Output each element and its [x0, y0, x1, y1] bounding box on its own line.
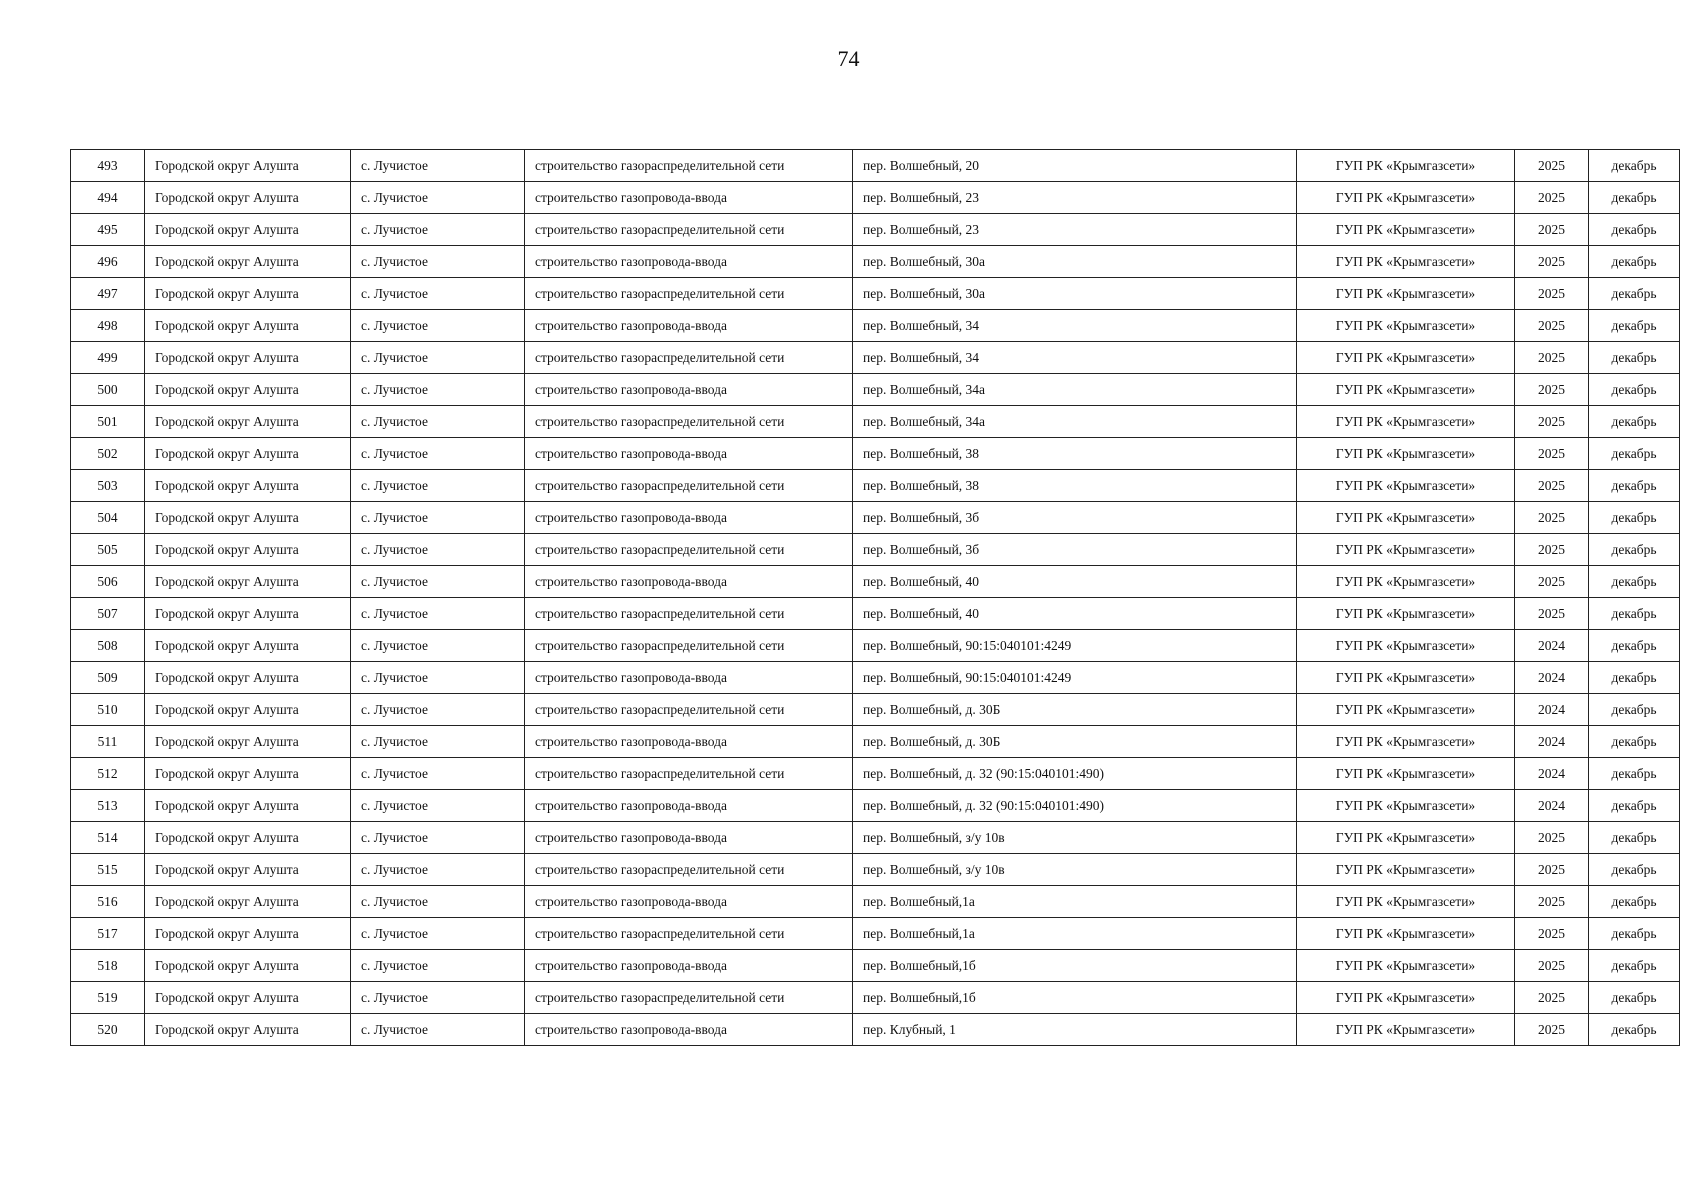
table-row [71, 918, 1680, 950]
locality-cell: с. Лучистое [351, 374, 525, 406]
month-cell: декабрь [1589, 406, 1680, 438]
year-cell: 2025 [1515, 502, 1589, 534]
table-row [71, 342, 1680, 374]
table-row [71, 630, 1680, 662]
address-cell: пер. Волшебный, з/у 10в [853, 822, 1297, 854]
row-number-cell: 501 [71, 406, 145, 438]
address-cell: пер. Волшебный,1б [853, 950, 1297, 982]
table-row [71, 982, 1680, 1014]
row-number-cell: 496 [71, 246, 145, 278]
row-number-cell: 498 [71, 310, 145, 342]
organization-cell: ГУП РК «Крымгазсети» [1297, 726, 1515, 758]
district-cell: Городской округ Алушта [145, 502, 351, 534]
address-cell: пер. Волшебный, 40 [853, 598, 1297, 630]
year-cell: 2025 [1515, 854, 1589, 886]
locality-cell: с. Лучистое [351, 310, 525, 342]
month-cell: декабрь [1589, 982, 1680, 1014]
month-cell: декабрь [1589, 566, 1680, 598]
work-type-cell: строительство газопровода-ввода [525, 438, 853, 470]
month-cell: декабрь [1589, 918, 1680, 950]
work-type-cell: строительство газораспределительной сети [525, 342, 853, 374]
row-number-cell: 503 [71, 470, 145, 502]
locality-cell: с. Лучистое [351, 438, 525, 470]
table-row [71, 854, 1680, 886]
district-cell: Городской округ Алушта [145, 918, 351, 950]
year-cell: 2025 [1515, 246, 1589, 278]
organization-cell: ГУП РК «Крымгазсети» [1297, 822, 1515, 854]
table-body [71, 150, 1680, 1046]
month-cell: декабрь [1589, 1014, 1680, 1046]
district-cell: Городской округ Алушта [145, 182, 351, 214]
locality-cell: с. Лучистое [351, 406, 525, 438]
work-type-cell: строительство газораспределительной сети [525, 630, 853, 662]
table-row [71, 406, 1680, 438]
year-cell: 2025 [1515, 310, 1589, 342]
month-cell: декабрь [1589, 214, 1680, 246]
year-cell: 2025 [1515, 918, 1589, 950]
row-number-cell: 506 [71, 566, 145, 598]
year-cell: 2024 [1515, 662, 1589, 694]
address-cell: пер. Волшебный, д. 32 (90:15:040101:490) [853, 790, 1297, 822]
locality-cell: с. Лучистое [351, 982, 525, 1014]
locality-cell: с. Лучистое [351, 342, 525, 374]
organization-cell: ГУП РК «Крымгазсети» [1297, 406, 1515, 438]
row-number-cell: 510 [71, 694, 145, 726]
table-row [71, 534, 1680, 566]
year-cell: 2025 [1515, 182, 1589, 214]
month-cell: декабрь [1589, 854, 1680, 886]
organization-cell: ГУП РК «Крымгазсети» [1297, 918, 1515, 950]
row-number-cell: 497 [71, 278, 145, 310]
organization-cell: ГУП РК «Крымгазсети» [1297, 854, 1515, 886]
month-cell: декабрь [1589, 950, 1680, 982]
row-number-cell: 509 [71, 662, 145, 694]
month-cell: декабрь [1589, 790, 1680, 822]
year-cell: 2025 [1515, 982, 1589, 1014]
organization-cell: ГУП РК «Крымгазсети» [1297, 502, 1515, 534]
district-cell: Городской округ Алушта [145, 950, 351, 982]
work-type-cell: строительство газораспределительной сети [525, 278, 853, 310]
work-type-cell: строительство газораспределительной сети [525, 758, 853, 790]
address-cell: пер. Волшебный, 40 [853, 566, 1297, 598]
year-cell: 2025 [1515, 342, 1589, 374]
work-type-cell: строительство газораспределительной сети [525, 470, 853, 502]
address-cell: пер. Клубный, 1 [853, 1014, 1297, 1046]
organization-cell: ГУП РК «Крымгазсети» [1297, 438, 1515, 470]
work-type-cell: строительство газораспределительной сети [525, 598, 853, 630]
locality-cell: с. Лучистое [351, 246, 525, 278]
year-cell: 2025 [1515, 1014, 1589, 1046]
address-cell: пер. Волшебный,1б [853, 982, 1297, 1014]
year-cell: 2025 [1515, 886, 1589, 918]
locality-cell: с. Лучистое [351, 726, 525, 758]
year-cell: 2025 [1515, 950, 1589, 982]
district-cell: Городской округ Алушта [145, 726, 351, 758]
work-type-cell: строительство газопровода-ввода [525, 374, 853, 406]
locality-cell: с. Лучистое [351, 278, 525, 310]
district-cell: Городской округ Алушта [145, 278, 351, 310]
district-cell: Городской округ Алушта [145, 758, 351, 790]
work-type-cell: строительство газопровода-ввода [525, 822, 853, 854]
row-number-cell: 505 [71, 534, 145, 566]
row-number-cell: 504 [71, 502, 145, 534]
district-cell: Городской округ Алушта [145, 822, 351, 854]
organization-cell: ГУП РК «Крымгазсети» [1297, 534, 1515, 566]
organization-cell: ГУП РК «Крымгазсети» [1297, 470, 1515, 502]
month-cell: декабрь [1589, 342, 1680, 374]
locality-cell: с. Лучистое [351, 758, 525, 790]
month-cell: декабрь [1589, 598, 1680, 630]
month-cell: декабрь [1589, 278, 1680, 310]
locality-cell: с. Лучистое [351, 822, 525, 854]
work-type-cell: строительство газораспределительной сети [525, 854, 853, 886]
work-type-cell: строительство газопровода-ввода [525, 662, 853, 694]
address-cell: пер. Волшебный, 34 [853, 342, 1297, 374]
row-number-cell: 493 [71, 150, 145, 182]
organization-cell: ГУП РК «Крымгазсети» [1297, 310, 1515, 342]
row-number-cell: 511 [71, 726, 145, 758]
row-number-cell: 520 [71, 1014, 145, 1046]
district-cell: Городской округ Алушта [145, 598, 351, 630]
locality-cell: с. Лучистое [351, 502, 525, 534]
district-cell: Городской округ Алушта [145, 982, 351, 1014]
district-cell: Городской округ Алушта [145, 886, 351, 918]
address-cell: пер. Волшебный,1а [853, 886, 1297, 918]
district-cell: Городской округ Алушта [145, 246, 351, 278]
organization-cell: ГУП РК «Крымгазсети» [1297, 694, 1515, 726]
row-number-cell: 495 [71, 214, 145, 246]
month-cell: декабрь [1589, 182, 1680, 214]
work-type-cell: строительство газораспределительной сети [525, 694, 853, 726]
year-cell: 2024 [1515, 758, 1589, 790]
district-cell: Городской округ Алушта [145, 630, 351, 662]
district-cell: Городской округ Алушта [145, 214, 351, 246]
month-cell: декабрь [1589, 150, 1680, 182]
row-number-cell: 516 [71, 886, 145, 918]
row-number-cell: 494 [71, 182, 145, 214]
year-cell: 2024 [1515, 694, 1589, 726]
address-cell: пер. Волшебный, д. 30Б [853, 694, 1297, 726]
locality-cell: с. Лучистое [351, 630, 525, 662]
gasification-table [70, 149, 1680, 1046]
month-cell: декабрь [1589, 534, 1680, 566]
month-cell: декабрь [1589, 374, 1680, 406]
address-cell: пер. Волшебный, 38 [853, 438, 1297, 470]
row-number-cell: 512 [71, 758, 145, 790]
work-type-cell: строительство газопровода-ввода [525, 1014, 853, 1046]
district-cell: Городской округ Алушта [145, 374, 351, 406]
locality-cell: с. Лучистое [351, 854, 525, 886]
month-cell: декабрь [1589, 502, 1680, 534]
work-type-cell: строительство газопровода-ввода [525, 310, 853, 342]
work-type-cell: строительство газопровода-ввода [525, 950, 853, 982]
organization-cell: ГУП РК «Крымгазсети» [1297, 982, 1515, 1014]
table-row [71, 662, 1680, 694]
work-type-cell: строительство газопровода-ввода [525, 502, 853, 534]
row-number-cell: 518 [71, 950, 145, 982]
work-type-cell: строительство газопровода-ввода [525, 182, 853, 214]
address-cell: пер. Волшебный,1а [853, 918, 1297, 950]
work-type-cell: строительство газораспределительной сети [525, 406, 853, 438]
organization-cell: ГУП РК «Крымгазсети» [1297, 566, 1515, 598]
address-cell: пер. Волшебный, 23 [853, 214, 1297, 246]
row-number-cell: 513 [71, 790, 145, 822]
address-cell: пер. Волшебный, д. 30Б [853, 726, 1297, 758]
table-row [71, 566, 1680, 598]
work-type-cell: строительство газопровода-ввода [525, 726, 853, 758]
district-cell: Городской округ Алушта [145, 406, 351, 438]
month-cell: декабрь [1589, 246, 1680, 278]
organization-cell: ГУП РК «Крымгазсети» [1297, 886, 1515, 918]
month-cell: декабрь [1589, 662, 1680, 694]
district-cell: Городской округ Алушта [145, 854, 351, 886]
organization-cell: ГУП РК «Крымгазсети» [1297, 598, 1515, 630]
year-cell: 2025 [1515, 470, 1589, 502]
locality-cell: с. Лучистое [351, 566, 525, 598]
locality-cell: с. Лучистое [351, 790, 525, 822]
address-cell: пер. Волшебный, д. 32 (90:15:040101:490) [853, 758, 1297, 790]
page-number: 74 [837, 46, 860, 71]
locality-cell: с. Лучистое [351, 1014, 525, 1046]
table-row [71, 470, 1680, 502]
organization-cell: ГУП РК «Крымгазсети» [1297, 150, 1515, 182]
district-cell: Городской округ Алушта [145, 438, 351, 470]
table-row [71, 694, 1680, 726]
district-cell: Городской округ Алушта [145, 534, 351, 566]
organization-cell: ГУП РК «Крымгазсети» [1297, 790, 1515, 822]
work-type-cell: строительство газораспределительной сети [525, 918, 853, 950]
work-type-cell: строительство газопровода-ввода [525, 886, 853, 918]
locality-cell: с. Лучистое [351, 470, 525, 502]
district-cell: Городской округ Алушта [145, 470, 351, 502]
month-cell: декабрь [1589, 310, 1680, 342]
work-type-cell: строительство газопровода-ввода [525, 790, 853, 822]
year-cell: 2025 [1515, 822, 1589, 854]
table-row [71, 950, 1680, 982]
work-type-cell: строительство газопровода-ввода [525, 246, 853, 278]
organization-cell: ГУП РК «Крымгазсети» [1297, 214, 1515, 246]
district-cell: Городской округ Алушта [145, 662, 351, 694]
organization-cell: ГУП РК «Крымгазсети» [1297, 630, 1515, 662]
table-row [71, 182, 1680, 214]
month-cell: декабрь [1589, 438, 1680, 470]
year-cell: 2025 [1515, 534, 1589, 566]
locality-cell: с. Лучистое [351, 694, 525, 726]
row-number-cell: 514 [71, 822, 145, 854]
month-cell: декабрь [1589, 726, 1680, 758]
month-cell: декабрь [1589, 822, 1680, 854]
address-cell: пер. Волшебный, 34 [853, 310, 1297, 342]
address-cell: пер. Волшебный, 90:15:040101:4249 [853, 630, 1297, 662]
table-row [71, 1014, 1680, 1046]
row-number-cell: 508 [71, 630, 145, 662]
address-cell: пер. Волшебный, 3б [853, 534, 1297, 566]
table-row [71, 822, 1680, 854]
locality-cell: с. Лучистое [351, 662, 525, 694]
work-type-cell: строительство газопровода-ввода [525, 566, 853, 598]
address-cell: пер. Волшебный, 34а [853, 374, 1297, 406]
address-cell: пер. Волшебный, 20 [853, 150, 1297, 182]
year-cell: 2024 [1515, 726, 1589, 758]
table-row [71, 278, 1680, 310]
row-number-cell: 507 [71, 598, 145, 630]
table-row [71, 726, 1680, 758]
address-cell: пер. Волшебный, 34а [853, 406, 1297, 438]
year-cell: 2024 [1515, 790, 1589, 822]
organization-cell: ГУП РК «Крымгазсети» [1297, 182, 1515, 214]
row-number-cell: 502 [71, 438, 145, 470]
table-row [71, 246, 1680, 278]
table-row [71, 438, 1680, 470]
table-row [71, 598, 1680, 630]
district-cell: Городской округ Алушта [145, 342, 351, 374]
year-cell: 2025 [1515, 438, 1589, 470]
year-cell: 2025 [1515, 406, 1589, 438]
month-cell: декабрь [1589, 886, 1680, 918]
district-cell: Городской округ Алушта [145, 566, 351, 598]
table-row [71, 502, 1680, 534]
work-type-cell: строительство газораспределительной сети [525, 150, 853, 182]
row-number-cell: 517 [71, 918, 145, 950]
organization-cell: ГУП РК «Крымгазсети» [1297, 950, 1515, 982]
address-cell: пер. Волшебный, 90:15:040101:4249 [853, 662, 1297, 694]
organization-cell: ГУП РК «Крымгазсети» [1297, 374, 1515, 406]
address-cell: пер. Волшебный, з/у 10в [853, 854, 1297, 886]
locality-cell: с. Лучистое [351, 918, 525, 950]
locality-cell: с. Лучистое [351, 214, 525, 246]
address-cell: пер. Волшебный, 30а [853, 278, 1297, 310]
organization-cell: ГУП РК «Крымгазсети» [1297, 662, 1515, 694]
locality-cell: с. Лучистое [351, 950, 525, 982]
year-cell: 2025 [1515, 278, 1589, 310]
table-row [71, 886, 1680, 918]
month-cell: декабрь [1589, 758, 1680, 790]
month-cell: декабрь [1589, 470, 1680, 502]
year-cell: 2024 [1515, 630, 1589, 662]
work-type-cell: строительство газораспределительной сети [525, 534, 853, 566]
organization-cell: ГУП РК «Крымгазсети» [1297, 278, 1515, 310]
year-cell: 2025 [1515, 374, 1589, 406]
table-row [71, 374, 1680, 406]
table-row [71, 758, 1680, 790]
address-cell: пер. Волшебный, 38 [853, 470, 1297, 502]
locality-cell: с. Лучистое [351, 598, 525, 630]
organization-cell: ГУП РК «Крымгазсети» [1297, 1014, 1515, 1046]
address-cell: пер. Волшебный, 3б [853, 502, 1297, 534]
table-row [71, 150, 1680, 182]
table-row [71, 214, 1680, 246]
address-cell: пер. Волшебный, 23 [853, 182, 1297, 214]
organization-cell: ГУП РК «Крымгазсети» [1297, 246, 1515, 278]
year-cell: 2025 [1515, 598, 1589, 630]
year-cell: 2025 [1515, 214, 1589, 246]
year-cell: 2025 [1515, 150, 1589, 182]
work-type-cell: строительство газораспределительной сети [525, 214, 853, 246]
locality-cell: с. Лучистое [351, 150, 525, 182]
district-cell: Городской округ Алушта [145, 694, 351, 726]
table-row [71, 310, 1680, 342]
year-cell: 2025 [1515, 566, 1589, 598]
district-cell: Городской округ Алушта [145, 1014, 351, 1046]
row-number-cell: 499 [71, 342, 145, 374]
table-row [71, 790, 1680, 822]
district-cell: Городской округ Алушта [145, 150, 351, 182]
district-cell: Городской округ Алушта [145, 790, 351, 822]
row-number-cell: 515 [71, 854, 145, 886]
organization-cell: ГУП РК «Крымгазсети» [1297, 342, 1515, 374]
address-cell: пер. Волшебный, 30а [853, 246, 1297, 278]
locality-cell: с. Лучистое [351, 534, 525, 566]
district-cell: Городской округ Алушта [145, 310, 351, 342]
month-cell: декабрь [1589, 694, 1680, 726]
row-number-cell: 519 [71, 982, 145, 1014]
month-cell: декабрь [1589, 630, 1680, 662]
locality-cell: с. Лучистое [351, 182, 525, 214]
row-number-cell: 500 [71, 374, 145, 406]
locality-cell: с. Лучистое [351, 886, 525, 918]
organization-cell: ГУП РК «Крымгазсети» [1297, 758, 1515, 790]
work-type-cell: строительство газораспределительной сети [525, 982, 853, 1014]
